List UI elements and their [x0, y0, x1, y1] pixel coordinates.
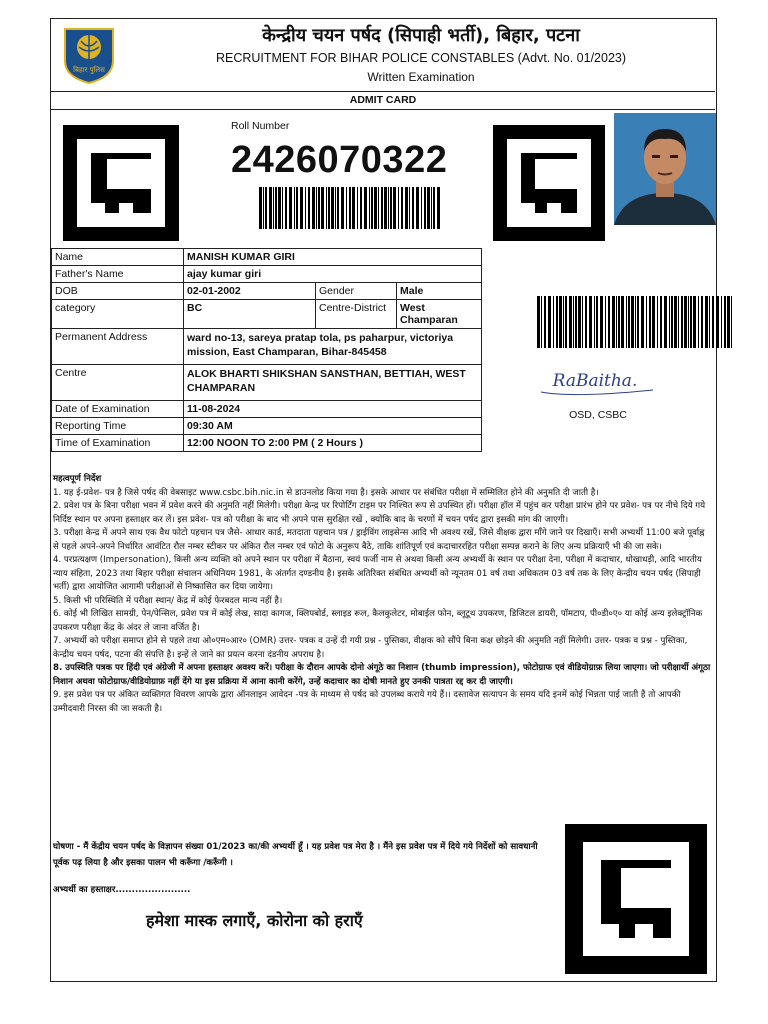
- centre-district-label: Centre-District: [316, 300, 397, 329]
- osd-signature: [533, 362, 663, 402]
- exam-date-value: 11-08-2024: [184, 401, 482, 418]
- reporting-time-label: Reporting Time: [52, 418, 184, 435]
- instruction-item: 5. किसी भी परिस्थिति में परीक्षा स्थान/ केंद्र में कोई फेरबदल मान्य नहीं है।: [53, 595, 283, 606]
- father-name-label: Father's Name: [52, 266, 184, 283]
- exam-time-value: 12:00 NOON TO 2:00 PM ( 2 Hours ): [184, 435, 482, 452]
- instructions: [53, 473, 711, 716]
- name-value: MANISH KUMAR GIRI: [184, 249, 482, 266]
- dob-label: DOB: [52, 283, 184, 300]
- qr-code-bottom: [565, 824, 707, 974]
- title-english: RECRUITMENT FOR BIHAR POLICE CONSTABLES (Advt. No. 01/2023): [215, 51, 627, 65]
- instruction-item: 3. परीक्षा केन्द्र में अपने साथ एक वैध फोटो पहचान पत्र जैसे- आधार कार्ड, मतदाता पहचान पत्र / ड्राईविंग लाइसेन्स आदि भी अवश्य रखें, जिसे वीक्षक द्वारा माँगे जाने पर दिखाएँ। सभी अभ्यर्थी 11:00 बजे पूर्वाह्न से पहले अपने-अपने निर्धारित आवंटित रौल नम्बर स्टीकर पर अंकित रौल नम्बर एवं फोटो के अनुरूप बैठे, ताकि शांतिपूर्ण एवं कदाचाररहित परीक्षा सम्पन्न कराने के लिए अन्य प्रक्रियाएँ भी की जा सके।: [53, 528, 705, 552]
- gender-value: Male: [397, 283, 482, 300]
- osd-designation: OSD, CSBC: [569, 409, 627, 421]
- svg-text:RaBaitha.: RaBaitha.: [552, 371, 638, 391]
- category-value: BC: [184, 300, 316, 329]
- admit-card: [50, 18, 717, 982]
- reporting-time-value: 09:30 AM: [184, 418, 482, 435]
- centre-district-value: West Champaran: [397, 300, 482, 329]
- title-hindi: केन्द्रीय चयन पर्षद (सिपाही भर्ती), बिहार, पटना: [262, 25, 580, 46]
- instructions-heading: महत्वपूर्ण निर्देश: [53, 474, 102, 484]
- admit-card-label: ADMIT CARD: [51, 91, 715, 110]
- slogan: हमेशा मास्क लगाएँ, कोरोना को हराएँ: [146, 911, 363, 930]
- svg-text:बिहार पुलिस: बिहार पुलिस: [73, 66, 105, 74]
- exam-date-label: Date of Examination: [52, 401, 184, 418]
- father-name-value: ajay kumar giri: [184, 266, 482, 283]
- roll-number-label: Roll Number: [231, 120, 290, 132]
- qr-code-right: [493, 125, 605, 241]
- candidate-photo: [614, 113, 716, 225]
- candidate-details: [51, 248, 482, 452]
- instruction-item: 1. यह ई-प्रवेश- पत्र है जिसे पर्षद की वेबसाइट www.csbc.bih.nic.in से डाउनलोड किया गया है। इसके आधार पर संबंधित परीक्षा में सम्मिलित होने की अनुमति दी जाती है।: [53, 487, 599, 498]
- centre-label: Centre: [52, 365, 184, 401]
- instruction-item: 9. इस प्रवेश पत्र पर अंकित व्यक्तिगत विवरण आपके द्वारा ऑनलाइन आवेदन -पत्र के माध्यम से पर्षद को उपलब्ध कराये गये हैं।। दस्तावेज सत्यापन के समय यदि इनमें कोई भिन्नता पाई जाती है तो आपकी उम्मीदवारी निरस्त की जा सकती है।: [53, 690, 681, 714]
- centre-value: ALOK BHARTI SHIKSHAN SANSTHAN, BETTIAH, WEST CHAMPARAN: [184, 365, 482, 401]
- roll-number: 2426070322: [231, 139, 448, 181]
- exam-time-label: Time of Examination: [52, 435, 184, 452]
- instruction-item: 7. अभ्यर्थी को परीक्षा समाप्त होने से पहले तथा ओ०एम०आर० (OMR) उत्तर- पत्रक व उन्हें दी गयी प्रश्न - पुस्तिका, वीक्षक को सौंपे बिना कक्ष छोड़ने की अनुमति नहीं मिलेगी। उत्तर- पत्रक व प्रश्न - पुस्तिका, केन्द्रीय चयन पर्षद, पटना की संपत्ति है। इन्हें ले जाने का प्रयत्न करना दंडनीय अपराध है।: [53, 636, 688, 660]
- name-label: Name: [52, 249, 184, 266]
- header: [51, 19, 715, 92]
- roll-barcode: [259, 187, 441, 229]
- candidate-signature-label: अभ्यर्थी का हस्ताक्षर.......................: [53, 885, 191, 895]
- qr-code-left: [63, 125, 179, 241]
- instruction-item: 4. परप्रत्यक्षण (Impersonation), किसी अन्य व्यक्ति को अपने स्थान पर परीक्षा में बैठाना, स्वयं फर्जी नाम से अथवा किसी अन्य अभ्यर्थी के स्थान पर परीक्षा देना, परीक्षा में कदाचार, धोखाधड़ी, आदि भारतीय न्याय संहिता, 2023 तथा बिहार परीक्षा संचालन अधिनियम 1981, के अंतर्गत दण्डनीय है। इसके अतिरिक्त संबंधित अभ्यर्थी को न्यूनतम 01 वर्ष तथा अधिकतम 03 वर्ष तक के लिए केन्द्रीय चयन पर्षद (सिपाही भर्ती) द्वारा आयोजित आगामी परीक्षाओं से निष्कासित कर दिया जायेगा।: [53, 555, 702, 592]
- category-label: category: [52, 300, 184, 329]
- bihar-police-logo: [59, 25, 119, 85]
- dob-value: 02-01-2002: [184, 283, 316, 300]
- instruction-item: 6. कोई भी लिखित सामग्री, पेन/पेन्सिल, प्रवेश पत्र में कोई लेख, सादा कागज, क्लिपबोर्ड, स्लाइड रूल, कैलकुलेटर, मोबाईल फोन, ब्लूटूथ उपकरण, डिजिटल डायरी, पॉमटाप, पी०डी०ए० या कोई अन्य इलेक्ट्रॉनिक उपकरण परीक्षा केंद्र के अंदर ले जाना वर्जित है।: [53, 609, 703, 633]
- title-subtitle: Written Examination: [367, 70, 475, 84]
- address-label: Permanent Address: [52, 329, 184, 365]
- address-value: ward no-13, sareya pratap tola, ps paharpur, victoriya mission, East Champaran, Bihar-845458: [184, 329, 482, 365]
- instruction-item: 2. प्रवेश पत्र के बिना परीक्षा भवन में प्रवेश करने की अनुमति नहीं मिलेगी। परीक्षा केन्द्र पर रिपोर्टिंग टाइम पर निश्चित रूप से उपस्थित हों। परीक्षा हॉल में पहुंच कर परीक्षा प्रारंभ होने पर प्रवेश- पत्र पर नीचे दिये गये निर्दिष्ट स्थान पर अपना हस्ताक्षर कर लें। इस प्रवेश- पत्र को परीक्षा के बाद भी अपने पास सुरक्षित रखें , क्योंकि बाद के चरणों में चयन पर्षद द्वारा इसकी मांग की जाएगी।: [53, 501, 706, 525]
- declaration: घोषणा - मैं केंद्रीय चयन पर्षद के विज्ञापन संख्या 01/2023 का/की अभ्यर्थी हूँ । यह प्रवेश पत्र मेरा है । मैंने इस प्रवेश पत्र में दिये गये निर्देशों को सावधानी पूर्वक पढ़ लिया है और इसका पालन भी करूँगा /करूँगी ।: [53, 842, 538, 868]
- details-barcode: [537, 296, 733, 348]
- gender-label: Gender: [316, 283, 397, 300]
- instruction-item: 8. उपस्थिति पत्रक पर हिंदी एवं अंग्रेजी में अपना हस्ताक्षर अवश्य करें। परीक्षा के दौरान आपके दोनो अंगूठे का निशान (thumb impression), फोटोग्राफ एवं वीडियोग्राफ़ लिया जाएगा। जो परीक्षार्थी अंगूठा निशान अथवा फोटोग्राफ/वीडियोग्राफ़ नहीं देंगे या इस प्रक्रिया में आना कानी करेंगे, उन्हें कदाचार का दोषी मानते हुए उनकी पात्रता रद्द कर दी जाएगी।: [53, 663, 711, 687]
